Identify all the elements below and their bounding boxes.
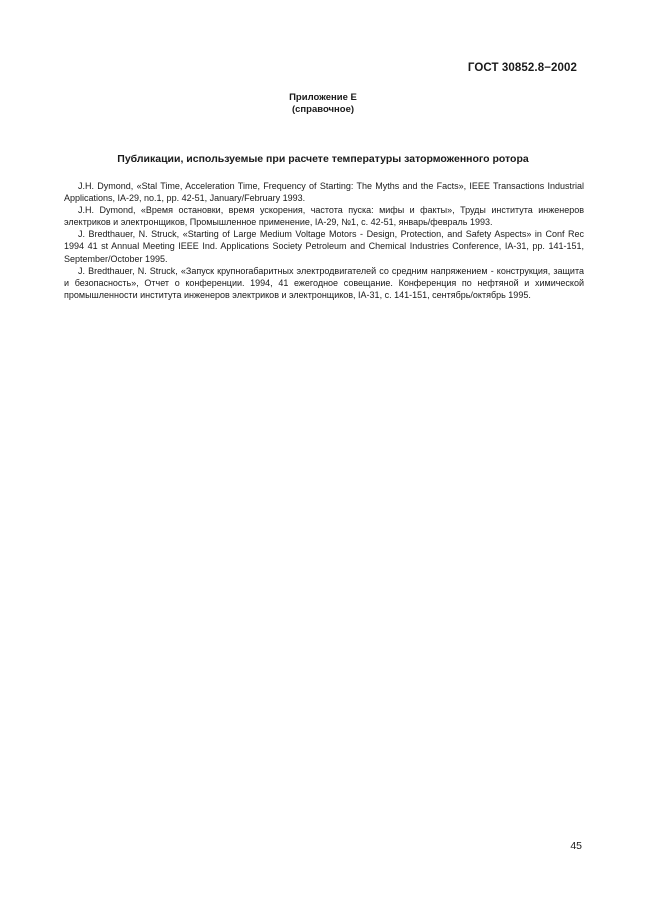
document-code: ГОСТ 30852.8−2002: [467, 62, 577, 74]
page-number: 45: [570, 840, 582, 852]
appendix-title: Приложение Е: [289, 92, 357, 103]
reference-item: J.H. Dymond, «Время остановки, время ускорения, частота пуска: мифы и факты», Труды института инженеров электриков и электронщиков, Промышленное применение, IA-29, №1, с. 42-51, январь/февраль 1993.: [64, 205, 584, 228]
reference-item: J. Bredthauer, N. Struck, «Запуск крупногабаритных электродвигателей со средним напряжением - конструкция, защита и безопасность», Отчет о конференции. 1994, 41 ежегодное совещание. Конференция по нефтяной и химической промышленности института инженеров электриков и электронщиков, IA-31, с. 141-151, сентябрь/октябрь 1995.: [64, 265, 584, 300]
reference-item: J.H. Dymond, «Stal Time, Acceleration Time, Frequency of Starting: The Myths and the Facts», IEEE Transactions Industrial Applications, IA-29, no.1, pp. 42-51, January/February 1993.: [64, 181, 584, 204]
publications-title: Публикации, используемые при расчете температуры заторможенного ротора: [117, 153, 529, 165]
appendix-heading: [0, 92, 646, 116]
reference-list: [64, 180, 584, 301]
appendix-subtitle: (справочное): [291, 104, 355, 115]
reference-item: J. Bredthauer, N. Struck, «Starting of Large Medium Voltage Motors - Design, Protection, and Safety Aspects» in Conf Rec 1994 41 st Annual Meeting IEEE Ind. Applications Society Petroleum and Chemical Industries Conference, IA-31, pp. 141-151, September/October 1995.: [64, 229, 584, 264]
